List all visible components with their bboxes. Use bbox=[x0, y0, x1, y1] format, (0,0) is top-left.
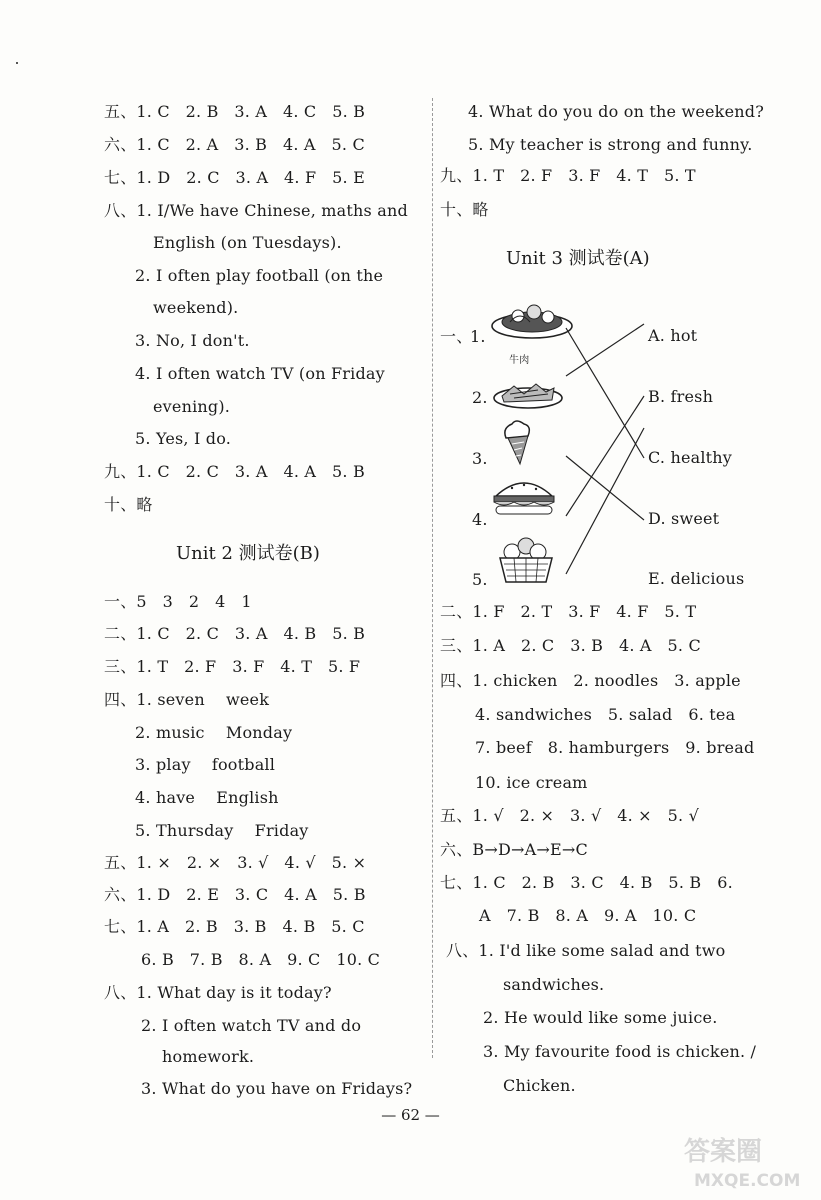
answer-line: 2. I often play football (on the bbox=[135, 266, 384, 285]
item-number: 3. bbox=[472, 449, 488, 468]
unit2-title: Unit 2 测试卷(B) bbox=[176, 543, 320, 564]
beef-caption: 牛肉 bbox=[509, 355, 530, 366]
answer-line: 五、1. × 2. × 3. √ 4. √ 5. × bbox=[104, 853, 367, 872]
ice-cream-cone-icon bbox=[505, 421, 529, 464]
answer-line: 5. Thursday Friday bbox=[135, 821, 309, 840]
answer-line: weekend). bbox=[153, 298, 239, 317]
answer-line: 三、1. A 2. C 3. B 4. A 5. C bbox=[440, 636, 701, 655]
answer-line: 八、1. I'd like some salad and two bbox=[446, 941, 726, 960]
item-number: 2. bbox=[472, 388, 488, 407]
answer-line: 二、1. C 2. C 3. A 4. B 5. B bbox=[104, 624, 366, 643]
answer-line: homework. bbox=[162, 1047, 255, 1066]
hamburger-icon bbox=[494, 483, 554, 514]
answer-line: 2. I often watch TV and do bbox=[141, 1016, 362, 1035]
basket-of-food-icon bbox=[500, 538, 552, 582]
answer-line: 4. What do you do on the weekend? bbox=[468, 102, 764, 121]
answer-line: 六、1. C 2. A 3. B 4. A 5. C bbox=[104, 135, 365, 154]
answer-line: 三、1. T 2. F 3. F 4. T 5. F bbox=[104, 657, 361, 676]
option-label: C. healthy bbox=[648, 448, 733, 467]
answer-line: 3. What do you have on Fridays? bbox=[141, 1079, 413, 1098]
answer-line: 2. He would like some juice. bbox=[483, 1008, 718, 1027]
scan-dot bbox=[16, 62, 18, 64]
watermark-title: 答案圈 bbox=[684, 1137, 763, 1167]
answer-line: 七、1. A 2. B 3. B 4. B 5. C bbox=[104, 917, 365, 936]
answer-line: 3. play football bbox=[135, 755, 276, 774]
answer-line: 2. music Monday bbox=[135, 723, 293, 742]
answer-line: A 7. B 8. A 9. A 10. C bbox=[479, 906, 697, 925]
answer-line: 5. My teacher is strong and funny. bbox=[468, 135, 753, 154]
item-number: 5. bbox=[472, 570, 488, 589]
answer-line: 7. beef 8. hamburgers 9. bread bbox=[475, 738, 755, 757]
answer-line: Chicken. bbox=[503, 1076, 576, 1095]
answer-line: 6. B 7. B 8. A 9. C 10. C bbox=[141, 950, 381, 969]
answer-line: 四、1. seven week bbox=[104, 690, 270, 709]
option-label: D. sweet bbox=[648, 509, 720, 528]
answer-line: 九、1. T 2. F 3. F 4. T 5. T bbox=[440, 166, 696, 185]
item-number: 1. bbox=[470, 327, 486, 346]
section-label: 一、 bbox=[440, 327, 473, 346]
seafood-platter-icon bbox=[492, 305, 572, 338]
item-number: 4. bbox=[472, 510, 488, 529]
unit3-title: Unit 3 测试卷(A) bbox=[506, 248, 650, 269]
answer-line: 六、1. D 2. E 3. C 4. A 5. B bbox=[104, 885, 366, 904]
option-label: E. delicious bbox=[648, 569, 745, 588]
answer-line: 五、1. √ 2. × 3. √ 4. × 5. √ bbox=[440, 806, 699, 825]
answer-line: 七、1. D 2. C 3. A 4. F 5. E bbox=[104, 168, 365, 187]
answer-line: 10. ice cream bbox=[475, 773, 588, 792]
answer-line: 4. sandwiches 5. salad 6. tea bbox=[475, 705, 736, 724]
answer-line: 七、1. C 2. B 3. C 4. B 5. B 6. bbox=[440, 873, 733, 892]
match-line bbox=[566, 328, 644, 458]
matching-diagram bbox=[476, 298, 656, 598]
answer-line: 3. No, I don't. bbox=[135, 331, 250, 350]
answer-line: 八、1. What day is it today? bbox=[104, 983, 332, 1002]
match-line bbox=[566, 456, 644, 520]
answer-line: 九、1. C 2. C 3. A 4. A 5. B bbox=[104, 462, 365, 481]
match-line bbox=[566, 428, 644, 574]
answer-line: 一、5 3 2 4 1 bbox=[104, 592, 252, 611]
answer-line: 四、1. chicken 2. noodles 3. apple bbox=[440, 671, 741, 690]
answer-line: 十、略 bbox=[440, 200, 489, 219]
answer-line: 3. My favourite food is chicken. / bbox=[483, 1042, 757, 1061]
answer-line: 五、1. C 2. B 3. A 4. C 5. B bbox=[104, 102, 366, 121]
answer-line: 八、1. I/We have Chinese, maths and bbox=[104, 201, 408, 220]
answer-line: sandwiches. bbox=[503, 975, 605, 994]
page-number: — 62 — bbox=[381, 1106, 440, 1124]
answer-line: 六、B→D→A→E→C bbox=[440, 840, 588, 859]
match-line bbox=[566, 324, 644, 376]
answer-line: 4. I often watch TV (on Friday bbox=[135, 364, 385, 383]
answer-line: 十、略 bbox=[104, 495, 153, 514]
answer-line: English (on Tuesdays). bbox=[153, 233, 342, 252]
column-divider bbox=[432, 98, 433, 1058]
answer-line: evening). bbox=[153, 397, 231, 416]
answer-line: 4. have English bbox=[135, 788, 279, 807]
answer-line: 5. Yes, I do. bbox=[135, 429, 232, 448]
beef-dish-icon bbox=[494, 384, 562, 408]
answer-line: 二、1. F 2. T 3. F 4. F 5. T bbox=[440, 602, 697, 621]
match-line bbox=[566, 396, 644, 516]
option-label: B. fresh bbox=[648, 387, 714, 406]
watermark-domain: MXQE.COM bbox=[694, 1171, 801, 1191]
option-label: A. hot bbox=[648, 326, 698, 345]
site-watermark-logo bbox=[680, 1132, 816, 1194]
